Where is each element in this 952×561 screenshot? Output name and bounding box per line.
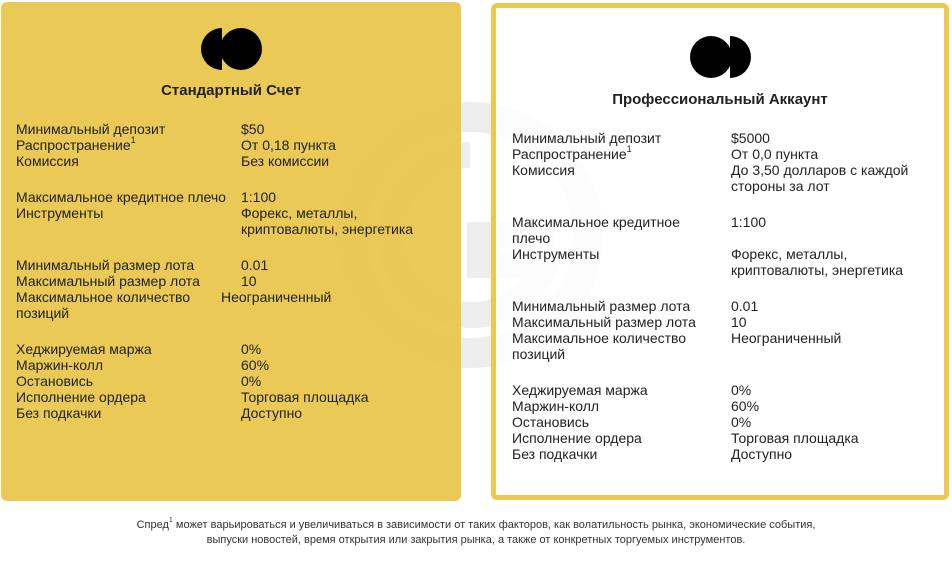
spec-value: Без комиссии (241, 153, 330, 169)
spec-value: 60% (241, 357, 270, 373)
spec-row-hedged-margin (16, 341, 446, 357)
spec-row-margin-call (512, 398, 932, 414)
spec-value: От 0,18 пункта (241, 137, 336, 153)
spec-label: Инструменты (16, 205, 104, 221)
spec-row-commission (16, 153, 446, 169)
footnote-marker: 1 (168, 517, 173, 525)
footnote-line-2: выпуски новостей, время открытия или закрытия рынка, а также от конкретных торгуемых инструментов. (206, 534, 746, 546)
footnote-marker: 1 (626, 144, 632, 155)
spec-value: 60% (731, 398, 760, 414)
spec-row-swap-free (16, 405, 446, 421)
spec-value: Доступно (241, 405, 303, 421)
spec-row-order-execution (16, 389, 446, 405)
spec-label: Комиссия (512, 162, 575, 178)
spec-label: Максимальный размер лота (512, 314, 696, 330)
spec-row-min-deposit (16, 121, 446, 137)
professional-account-card (491, 3, 949, 500)
spec-value: Форекс, металлы, криптовалюты, энергетика (731, 246, 904, 278)
spec-label: Хеджируемая маржа (512, 382, 648, 398)
spec-value: Торговая площадка (731, 430, 859, 446)
professional-spec-list (512, 130, 932, 462)
spec-label: Минимальный депозит (16, 121, 166, 137)
footnote-line-1: Спред$^1$ может варьироваться и увеличиваться в зависимости от таких факторов, как волатильность рынка, экономические события, (136, 517, 816, 531)
professional-account-title: Профессиональный Аккаунт (612, 91, 828, 108)
spec-row-commission (512, 162, 932, 194)
standard-account-card (1, 2, 461, 501)
spec-label: Хеджируемая маржа (16, 341, 152, 357)
spec-value: 0% (731, 382, 752, 398)
spec-value: 0% (731, 414, 752, 430)
spec-label: Маржин-колл (16, 357, 104, 373)
spec-value: 0% (241, 373, 262, 389)
spec-label: Минимальный размер лота (512, 298, 691, 314)
spec-value: До 3,50 долларов с каждой стороны за лот (731, 162, 909, 194)
spec-value: 1:100 (241, 189, 277, 205)
spec-label: Минимальный депозит (512, 130, 662, 146)
spec-label: Распространение$^1$ (512, 144, 632, 162)
spec-label: Максимальное количество позиций (16, 289, 191, 321)
standard-account-logo-icon (201, 28, 263, 70)
spec-row-hedged-margin (512, 382, 932, 398)
standard-spec-list (16, 121, 446, 421)
spec-value: 0.01 (241, 257, 269, 273)
spec-row-stop-out (512, 414, 932, 430)
spec-row-leverage (512, 214, 932, 246)
spec-value: 1:100 (731, 214, 767, 230)
spec-row-stop-out (16, 373, 446, 389)
spec-value: Неограниченный (731, 330, 842, 346)
spec-row-instruments (512, 246, 932, 278)
spec-row-min-deposit (512, 130, 932, 146)
spec-value: Доступно (731, 446, 793, 462)
spec-row-max-positions (512, 330, 932, 362)
spec-label: Без подкачки (512, 446, 598, 462)
spec-row-margin-call (16, 357, 446, 373)
spec-row-min-lot (16, 257, 446, 273)
professional-account-logo-icon (690, 36, 752, 78)
spec-row-instruments (16, 205, 446, 237)
spec-value: Неограниченный (221, 289, 332, 305)
spec-label: Комиссия (16, 153, 79, 169)
spec-label: Исполнение ордера (16, 389, 146, 405)
spec-row-leverage (16, 189, 446, 205)
spec-row-order-execution (512, 430, 932, 446)
spec-label: Исполнение ордера (512, 430, 642, 446)
spec-value: $50 (241, 121, 265, 137)
spec-value: 10 (731, 314, 747, 330)
spread-footnote (0, 518, 952, 548)
spec-value: Торговая площадка (241, 389, 369, 405)
spec-label: Остановись (16, 373, 93, 389)
spec-row-spread (512, 146, 932, 162)
spec-row-spread (16, 137, 446, 153)
spec-label: Распространение$^1$ (16, 135, 136, 153)
spec-row-max-positions (16, 289, 446, 321)
spec-label: Без подкачки (16, 405, 102, 421)
spec-label: Максимальное кредитное плечо (512, 214, 680, 246)
spec-row-max-lot (16, 273, 446, 289)
spec-value: 10 (241, 273, 257, 289)
footnote-marker: 1 (130, 135, 136, 146)
spec-label: Минимальный размер лота (16, 257, 195, 273)
spec-row-swap-free (512, 446, 932, 462)
spec-label: Максимальное количество позиций (512, 330, 687, 362)
spec-label: Максимальное кредитное плечо (16, 189, 226, 205)
spec-row-min-lot (512, 298, 932, 314)
spec-row-max-lot (512, 314, 932, 330)
spec-value: От 0,0 пункта (731, 146, 819, 162)
spec-value: 0.01 (731, 298, 759, 314)
spec-label: Остановись (512, 414, 589, 430)
spec-value: 0% (241, 341, 262, 357)
spec-value: $5000 (731, 130, 770, 146)
spec-label: Инструменты (512, 246, 600, 262)
spec-label: Максимальный размер лота (16, 273, 200, 289)
standard-account-title: Стандартный Счет (161, 82, 301, 99)
spec-value: Форекс, металлы, криптовалюты, энергетика (241, 205, 414, 237)
spec-label: Маржин-колл (512, 398, 600, 414)
